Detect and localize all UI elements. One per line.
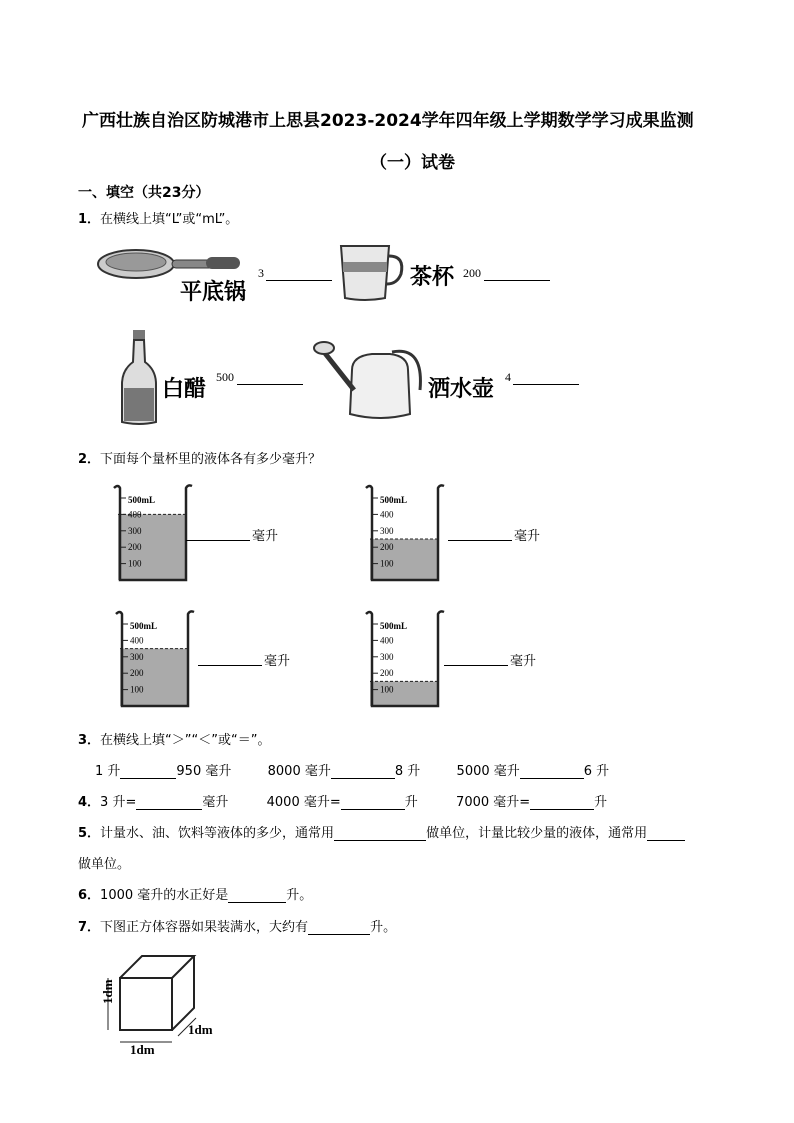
section-heading: 一、填空（共23分） xyxy=(78,185,210,201)
convert-unit: 升 xyxy=(404,795,418,810)
question-text: 升。 xyxy=(370,920,397,935)
compare-left: 1 升 xyxy=(95,764,121,779)
cup-tick-label: 200 xyxy=(380,668,394,679)
answer-blank[interactable] xyxy=(186,526,250,541)
cup-tick-label: 300 xyxy=(130,651,144,662)
cup-tick-label: 400 xyxy=(380,635,394,646)
cup-tick-label: 100 xyxy=(130,684,144,695)
question-text: 下图正方体容器如果装满水，大约有 xyxy=(100,920,309,935)
question-5 xyxy=(78,822,685,841)
convert-left: 3 升= xyxy=(100,795,137,810)
question-5-cont: 做单位。 xyxy=(78,857,131,872)
unit-label: 毫升 xyxy=(264,654,291,669)
answer-blank[interactable] xyxy=(228,888,286,903)
cup-tick-label: 300 xyxy=(380,651,394,662)
measuring-cup xyxy=(112,606,196,716)
answer-blank[interactable] xyxy=(448,526,512,541)
dim-height: 1dm xyxy=(100,979,115,1004)
answer-blank[interactable] xyxy=(444,651,508,666)
question-text: 在横线上填“L”或“mL”。 xyxy=(100,212,239,227)
convert-left: 7000 毫升= xyxy=(456,795,531,810)
answer-blank[interactable] xyxy=(237,370,303,385)
cup-capacity-label: 500mL xyxy=(130,621,157,631)
question-number: 7． xyxy=(78,920,101,935)
question-text: 下面每个量杯里的液体各有多少毫升？ xyxy=(100,452,322,467)
cup-tick-label: 300 xyxy=(380,525,394,536)
compare-right: 8 升 xyxy=(394,764,421,779)
unit-label: 毫升 xyxy=(510,654,537,669)
vinegar-bottle-icon xyxy=(118,328,162,428)
cup-tick-label: 200 xyxy=(380,542,394,553)
page-title-line2: （一）试卷 xyxy=(370,153,455,173)
dim-width: 1dm xyxy=(130,1042,155,1057)
convert-unit: 毫升 xyxy=(202,795,229,810)
item-value: 4 xyxy=(505,370,511,384)
answer-blank[interactable] xyxy=(266,266,332,281)
question-number: 4． xyxy=(78,795,101,810)
question-number: 1． xyxy=(78,212,101,227)
cup-tick-label: 100 xyxy=(380,558,394,569)
measuring-cup xyxy=(362,480,446,590)
item-name: 洒水壶 xyxy=(428,376,495,402)
answer-blank[interactable] xyxy=(647,826,685,841)
compare-right: 950 毫升 xyxy=(176,764,232,779)
answer-blank[interactable] xyxy=(530,795,594,810)
answer-blank[interactable] xyxy=(334,826,426,841)
cup-tick-label: 100 xyxy=(128,558,142,569)
item-value: 200 xyxy=(463,266,481,280)
item-value: 500 xyxy=(216,370,234,384)
question-text: 做单位，计量比较少量的液体，通常用 xyxy=(426,826,648,841)
question-number: 3． xyxy=(78,733,101,748)
question-1 xyxy=(78,208,238,227)
answer-blank[interactable] xyxy=(341,795,405,810)
question-number: 6． xyxy=(78,888,101,903)
unit-label: 毫升 xyxy=(252,529,279,544)
answer-blank[interactable] xyxy=(308,920,370,935)
item-name: 白醋 xyxy=(162,376,207,402)
answer-blank[interactable] xyxy=(484,266,550,281)
item-name: 平底锅 xyxy=(180,279,247,305)
watering-can-icon xyxy=(312,330,426,422)
convert-unit: 升 xyxy=(594,795,608,810)
page-title-line1: 广西壮族自治区防城港市上思县2023-2024学年四年级上学期数学学习成果监测 xyxy=(82,111,694,131)
cup-tick-label: 200 xyxy=(128,542,142,553)
compare-right: 6 升 xyxy=(583,764,610,779)
question-7 xyxy=(78,916,396,935)
question-2 xyxy=(78,448,321,467)
answer-blank[interactable] xyxy=(331,764,395,779)
unit-label: 毫升 xyxy=(514,529,541,544)
compare-left: 5000 毫升 xyxy=(456,764,520,779)
question-number: 2． xyxy=(78,452,101,467)
cup-tick-label: 300 xyxy=(128,525,142,536)
answer-blank[interactable] xyxy=(513,370,579,385)
dim-depth: 1dm xyxy=(188,1022,213,1037)
measuring-cup xyxy=(362,606,446,716)
cup-capacity-label: 500mL xyxy=(128,495,155,505)
cup-tick-label: 400 xyxy=(380,509,394,520)
cup-capacity-label: 500mL xyxy=(380,495,407,505)
question-4 xyxy=(78,791,607,810)
question-3 xyxy=(78,729,270,748)
answer-blank[interactable] xyxy=(520,764,584,779)
convert-left: 4000 毫升= xyxy=(266,795,341,810)
cup-tick-label: 200 xyxy=(130,668,144,679)
cup-tick-label: 400 xyxy=(130,635,144,646)
compare-left: 8000 毫升 xyxy=(267,764,331,779)
question-text: 在横线上填“＞”“＜”或“＝”。 xyxy=(100,733,271,748)
question-number: 5． xyxy=(78,826,101,841)
question-text: 计量水、油、饮料等液体的多少，通常用 xyxy=(100,826,335,841)
item-value: 3 xyxy=(258,266,264,280)
answer-blank[interactable] xyxy=(136,795,202,810)
question-3-items xyxy=(95,760,609,779)
cube-diagram xyxy=(90,948,230,1058)
tea-cup-icon xyxy=(335,240,407,304)
item-name: 茶杯 xyxy=(410,264,455,290)
cup-tick-label: 100 xyxy=(380,684,394,695)
answer-blank[interactable] xyxy=(198,651,262,666)
question-text: 1000 毫升的水正好是 xyxy=(100,888,229,903)
question-6 xyxy=(78,884,312,903)
question-text: 升。 xyxy=(286,888,313,903)
answer-blank[interactable] xyxy=(120,764,176,779)
cup-capacity-label: 500mL xyxy=(380,621,407,631)
measuring-cup xyxy=(110,480,194,590)
cup-tick-label: 400 xyxy=(128,509,142,520)
